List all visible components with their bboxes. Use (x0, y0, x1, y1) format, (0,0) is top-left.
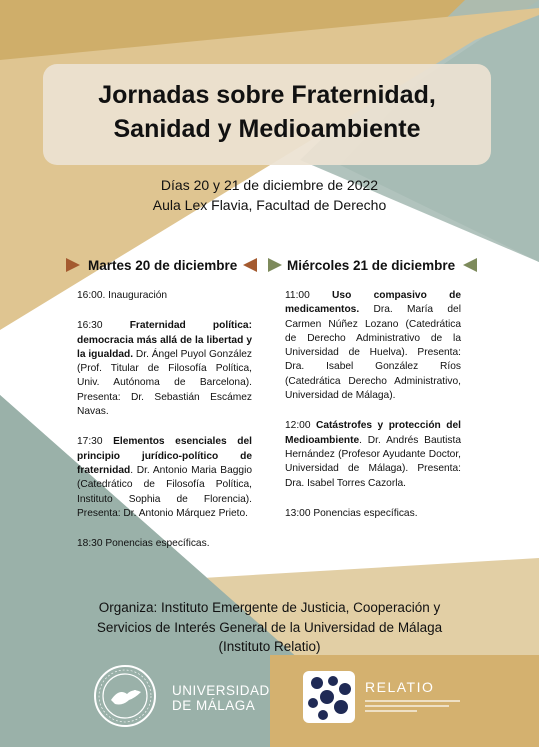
organizer-line-1: Organiza: Instituto Emergente de Justicia, Cooperación y (98, 600, 441, 615)
dates-line-2: Aula Lex Flavia, Facultad de Derecho (152, 197, 387, 213)
organizer-line-3: (Instituto Relatio) (218, 639, 321, 654)
day1-item-4: 18:30 Ponencias específicas. (77, 538, 210, 550)
arrow-right-icon (66, 258, 80, 272)
day1-heading (66, 255, 257, 275)
arrow-left-icon (243, 258, 257, 272)
organizer-block (0, 598, 539, 657)
relatio-subtitle-lines (365, 700, 460, 712)
day2-item-1: 11:00 Uso compasivo de medicamentos. Dra. María del Carmen Núñez Lozano (Catedrática de Derecho Administrativo de la Universidad de Huelva). Presenta: Dra. Isabel González Ríos (Catedrática Derecho Administrativo, Universidad de Málaga). (285, 290, 461, 402)
day1-item-1: 16:00. Inauguración (77, 290, 168, 301)
relatio-logo-icon (303, 671, 355, 723)
day2-heading (268, 255, 477, 275)
page-title (43, 78, 491, 146)
university-line-1: UNIVERSIDAD (172, 683, 270, 698)
arrow-left-icon (463, 258, 477, 272)
day2-item-3: 13:00 Ponencias específicas. (285, 507, 418, 519)
dates-line-1: Días 20 y 21 de diciembre de 2022 (160, 177, 379, 193)
day1-heading-label: Martes 20 de diciembre (88, 257, 238, 273)
title-line-2: Sanidad y Medioambiente (113, 115, 421, 143)
university-line-2: DE MÁLAGA (172, 698, 256, 713)
university-seal-icon (93, 664, 157, 728)
title-line-1: Jornadas sobre Fraternidad, (98, 81, 436, 109)
dates-block (0, 175, 539, 215)
day2-heading-label: Miércoles 21 de diciembre (287, 257, 456, 273)
day1-item-3: 17:30 Elementos esenciales del principio jurídico-político de fraternidad. Dr. Antonio Maria Baggio (Catedrático de Filosofía Política, Instituto Sophia de Florencia). Presenta: Dr. Antonio Márquez Prieto. (77, 436, 252, 519)
relatio-name: RELATIO (365, 679, 435, 695)
arrow-right-icon (268, 258, 282, 272)
day2-item-2: 12:00 Catástrofes y protección del Medioambiente. Dr. Andrés Bautista Hernández (Profesor Ayudante Doctor, Universidad de Málaga). Presenta: Dra. Isabel Torres Cazorla. (285, 420, 461, 489)
organizer-line-2: Servicios de Interés General de la Universidad de Málaga (96, 619, 443, 635)
day2-column (285, 289, 461, 537)
university-name (172, 683, 270, 713)
day1-column (77, 289, 252, 567)
day1-item-2: 16:30 Fraternidad política: democracia más allá de la libertad y la igualdad. Dr. Ángel Puyol González (Prof. Titular de Filosofía Política, Univ. Autónoma de Barcelona). Presenta: Dr. Sebastián Escámez Navas. (77, 320, 252, 418)
